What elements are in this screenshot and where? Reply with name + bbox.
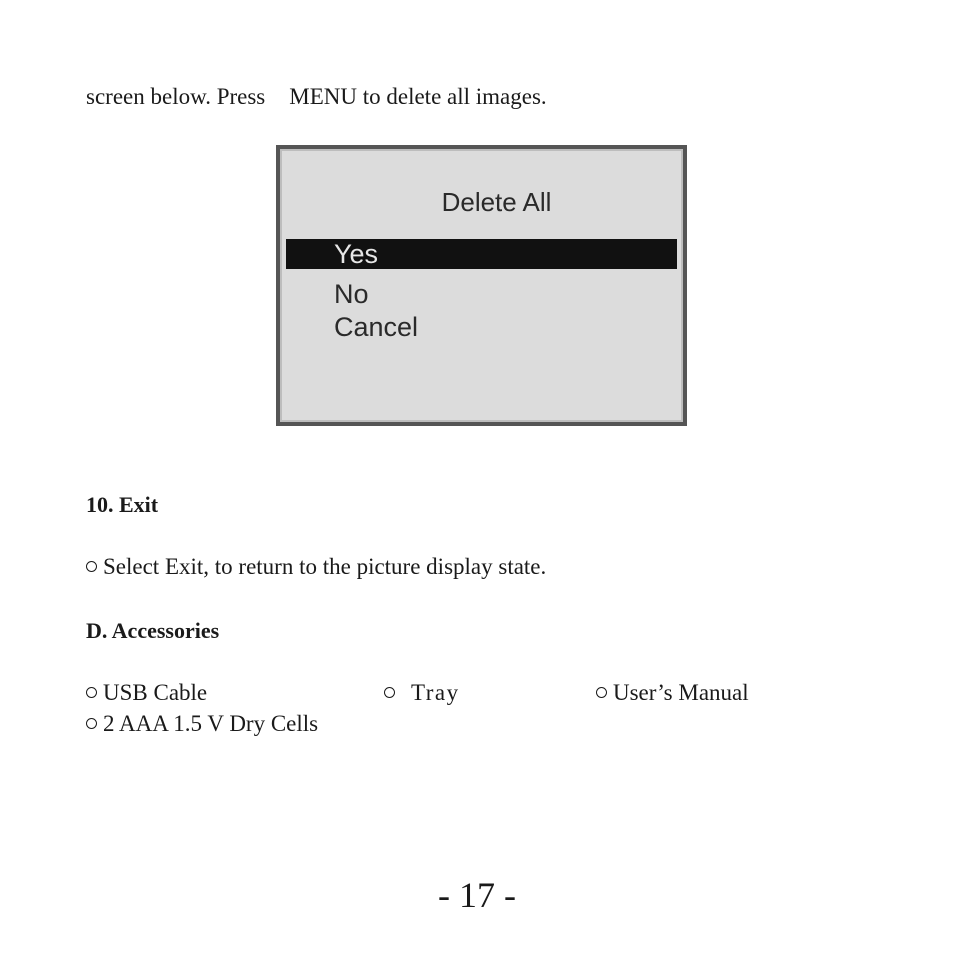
page-number: - 17 - bbox=[438, 875, 516, 915]
option-cancel: Cancel bbox=[334, 312, 419, 342]
accessories-heading: D. Accessories bbox=[86, 618, 220, 643]
exit-description bbox=[86, 554, 546, 580]
accessory-item bbox=[86, 680, 207, 706]
intro-text-part2: MENU to delete all images. bbox=[289, 84, 547, 109]
accessory-item bbox=[86, 711, 318, 737]
accessory-usb-cable: USB Cable bbox=[103, 680, 208, 705]
intro-text bbox=[86, 84, 547, 110]
option-no: No bbox=[334, 279, 369, 309]
option-yes: Yes bbox=[286, 239, 677, 269]
intro-text-part1: screen below. Press bbox=[86, 84, 266, 109]
bullet-circle-icon bbox=[86, 718, 97, 729]
exit-description-text: Select Exit, to return to the picture display state. bbox=[103, 554, 547, 579]
accessory-users-manual: User’s Manual bbox=[613, 680, 749, 705]
accessory-item bbox=[596, 680, 749, 706]
accessory-dry-cells: 2 AAA 1.5 V Dry Cells bbox=[103, 711, 319, 736]
bullet-circle-icon bbox=[384, 687, 395, 698]
accessory-item bbox=[384, 680, 460, 706]
bullet-circle-icon bbox=[596, 687, 607, 698]
accessory-tray: Tray bbox=[411, 680, 460, 705]
bullet-circle-icon bbox=[86, 561, 97, 572]
dialog-title: Delete All bbox=[441, 187, 552, 217]
bullet-circle-icon bbox=[86, 687, 97, 698]
delete-all-dialog bbox=[280, 149, 683, 422]
exit-heading: 10. Exit bbox=[86, 492, 159, 517]
delete-all-screen bbox=[276, 145, 687, 426]
